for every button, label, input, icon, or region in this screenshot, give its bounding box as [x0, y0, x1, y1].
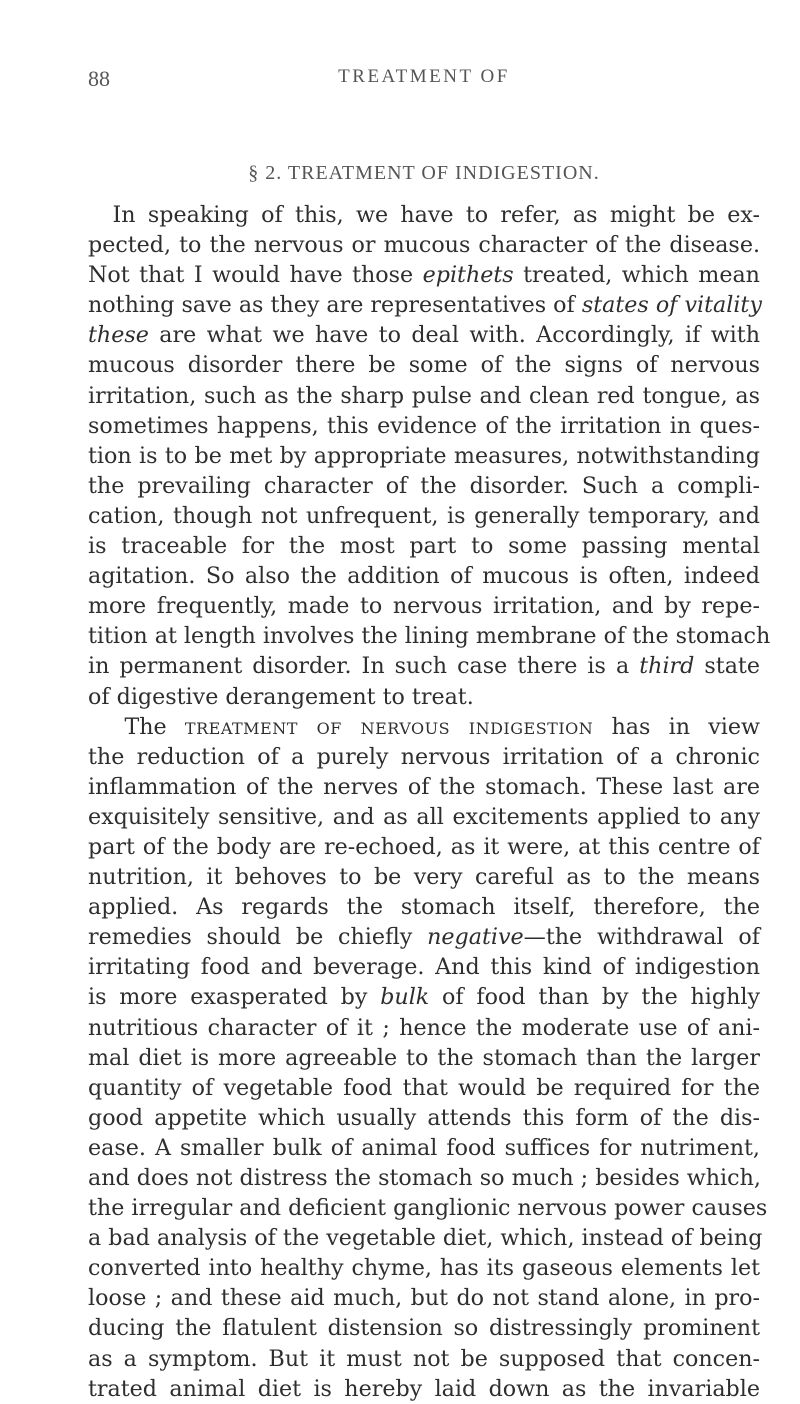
text-line: trated animal diet is hereby laid down as the invariable — [88, 1375, 760, 1402]
text-line: tition at length involves the lining membrane of the stomach — [88, 623, 771, 650]
text-line: in permanent disorder. In such case there is a third state — [88, 653, 760, 680]
text-line: of digestive derangement to treat. — [88, 683, 474, 710]
running-head — [88, 66, 760, 96]
text-line: Not that I would have those epithets treated, which mean — [88, 262, 760, 289]
text-line: irritating food and beverage. And this kind of indigestion — [88, 954, 760, 981]
text-line: is more exasperated by bulk of food than by the highly — [88, 984, 760, 1011]
text-line: remedies should be chiefly negative—the withdrawal of — [88, 924, 760, 951]
text-line: In speaking of this, we have to refer, as might be ex- — [112, 202, 760, 228]
text-line: and does not distress the stomach so much ; besides which, — [88, 1165, 761, 1191]
text-line: exquisitely sensitive, and as all excitements applied to any — [88, 803, 760, 830]
emphasis: these — [88, 322, 149, 349]
text-line: these are what we have to deal with. Accordingly, if with — [88, 322, 760, 349]
text-line: ease. A smaller bulk of animal food suffices for nutriment, — [88, 1134, 760, 1161]
text-line: loose ; and these aid much, but do not stand alone, in pro- — [88, 1285, 760, 1312]
text-line: nutrition, it behoves to be very careful as to the means — [88, 864, 760, 891]
text-line: agitation. So also the addition of mucous is often, indeed — [88, 563, 760, 590]
text-line: nutritious character of it ; hence the moderate use of ani- — [88, 1014, 760, 1041]
text-line: cation, though not unfrequent, is generally temporary, and — [88, 502, 760, 529]
text-line: pected, to the nervous or mucous character of the disease. — [88, 232, 760, 259]
text-line: ducing the flatulent distension so distressingly prominent — [88, 1315, 760, 1342]
text-line: converted into healthy chyme, has its gaseous elements let — [88, 1255, 760, 1282]
emphasis: epithets — [422, 262, 514, 289]
text-line: tion is to be met by appropriate measures, notwithstanding — [88, 442, 760, 469]
text-line: the reduction of a purely nervous irritation of a chronic — [88, 743, 760, 770]
text-line: more frequently, made to nervous irritation, and by repe- — [88, 593, 760, 620]
text-line: is traceable for the most part to some passing mental — [88, 533, 760, 560]
text-line: the prevailing character of the disorder. Such a compli- — [88, 472, 760, 499]
text-line: sometimes happens, this evidence of the irritation in ques- — [88, 412, 760, 439]
text-line: good appetite which usually attends this form of the dis- — [88, 1104, 760, 1131]
text-line: applied. As regards the stomach itself, therefore, the — [88, 894, 760, 921]
text-line: inflammation of the nerves of the stomach. These last are — [88, 773, 760, 800]
section-heading: § 2. TREATMENT OF INDIGESTION. — [248, 162, 600, 184]
text-line: quantity of vegetable food that would be required for the — [88, 1074, 760, 1101]
text-line: mucous disorder there be some of the signs of nervous — [88, 352, 760, 379]
emphasis: bulk — [380, 984, 430, 1011]
body-text — [88, 200, 771, 1404]
text-line: a bad analysis of the vegetable diet, which, instead of being — [88, 1225, 763, 1252]
text-line: irritation, such as the sharp pulse and clean red tongue, as — [88, 382, 760, 409]
emphasis: third — [639, 653, 695, 680]
emphasis: states of vitality — [581, 292, 762, 319]
small-caps-term: treatment of nervous indigestion — [184, 713, 594, 740]
text-line: The treatment of nervous indigestion has in view — [124, 713, 761, 740]
text-line: the irregular and deficient ganglionic nervous power causes — [88, 1195, 768, 1222]
emphasis: negative — [427, 924, 524, 951]
text-line: part of the body are re-echoed, as it were, at this centre of — [88, 833, 760, 860]
page-number: 88 — [88, 66, 110, 91]
text-line: as a symptom. But it must not be supposed that concen- — [88, 1345, 760, 1372]
text-line: mal diet is more agreeable to the stomach than the larger — [88, 1044, 760, 1071]
text-line: nothing save as they are representatives of states of vitality — [88, 292, 762, 319]
running-title: TREATMENT OF — [338, 66, 510, 87]
